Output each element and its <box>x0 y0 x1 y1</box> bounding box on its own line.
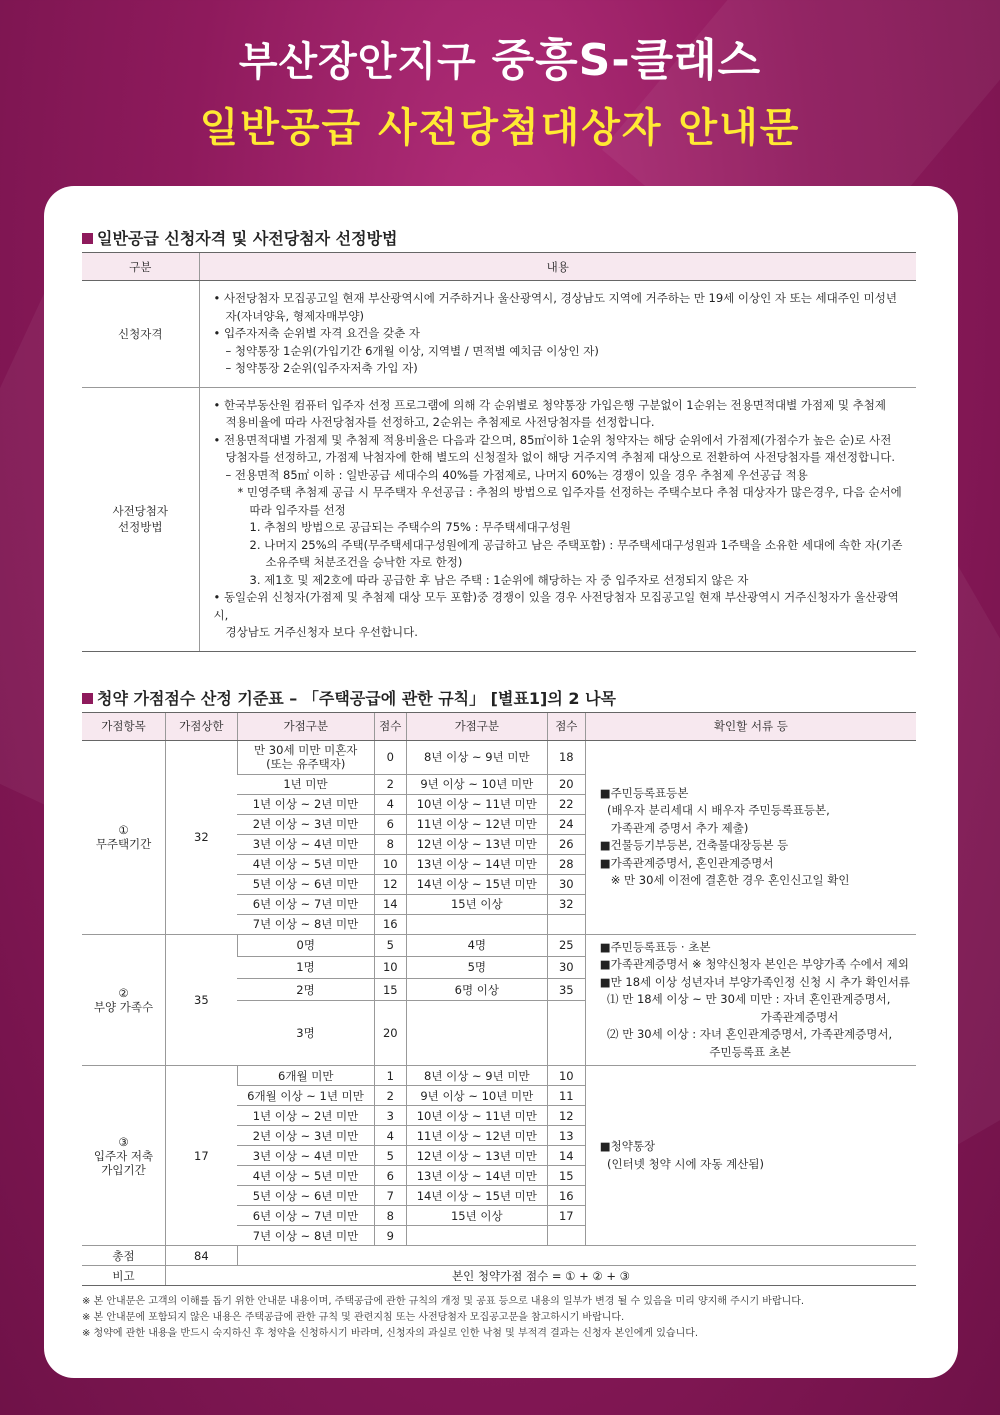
criteria-right: 14년 이상 ~ 15년 미만 <box>406 1186 547 1206</box>
criteria-right: 15년 이상 <box>406 1206 547 1226</box>
score-left: 5 <box>374 934 406 956</box>
document-line: 가족관계증명서 <box>599 1009 839 1024</box>
score-right: 30 <box>547 874 585 894</box>
page-header <box>0 36 1000 153</box>
criteria-right: 11년 이상 ~ 12년 미만 <box>406 1126 547 1146</box>
criteria-left: 만 30세 미만 미혼자 (또는 유주택자) <box>237 740 374 774</box>
content-panel <box>44 186 958 1378</box>
score-right <box>547 914 585 934</box>
row-label: 신청자격 <box>82 281 199 388</box>
score-left: 4 <box>374 794 406 814</box>
score-right: 12 <box>547 1106 585 1126</box>
criteria-right: 5명 <box>406 956 547 978</box>
criteria-left: 6개월 이상 ~ 1년 미만 <box>237 1086 374 1106</box>
document-line: ■주민등록표등본 <box>599 785 689 800</box>
score-left: 4 <box>374 1126 406 1146</box>
criteria-left: 4년 이상 ~ 5년 미만 <box>237 854 374 874</box>
document-line: ■건물등기부등본, 건축물대장등본 등 <box>599 838 789 852</box>
score-left: 8 <box>374 834 406 854</box>
square-bullet-icon <box>82 233 93 244</box>
document-line: ■주민등록표등 · 초본 <box>599 939 711 954</box>
col-header-criteria-right: 가점구분 <box>406 712 547 740</box>
content-line: – 청약통장 2순위(입주자저축 가입 자) <box>225 361 418 375</box>
content-line: • 사전당첨자 모집공고일 현재 부산광역시에 거주하거나 울산광역시, 경상남도 지역에 거주하는 만 19세 이상인 자 또는 세대주인 미성년 <box>213 291 897 305</box>
criteria-left: 3년 이상 ~ 4년 미만 <box>237 1146 374 1166</box>
content-line: 적용비율에 따라 사전당첨자를 선정하고, 2순위는 추첨제로 사전당첨자를 선정합니다. <box>225 415 655 429</box>
score-item: ② 부양 가족수 <box>82 934 166 1066</box>
total-value: 84 <box>166 1246 238 1266</box>
title-location: 부산장안지구 <box>238 39 477 85</box>
note-label: 비고 <box>82 1266 166 1286</box>
col-header-max: 가점상한 <box>166 712 238 740</box>
content-line: • 전용면적대별 가점제 및 추첨제 적용비율은 다음과 같으며, 85㎡이하 1순위 청약자는 해당 순위에서 가점제(가점수가 높은 순)로 사전 <box>213 432 892 447</box>
score-left: 16 <box>374 914 406 934</box>
score-right: 25 <box>547 934 585 956</box>
eligibility-table <box>82 252 916 652</box>
criteria-right: 12년 이상 ~ 13년 미만 <box>406 1146 547 1166</box>
score-left: 7 <box>374 1186 406 1206</box>
document-line: 가족관계 증명서 추가 제출) <box>599 820 749 835</box>
criteria-right <box>406 1001 547 1066</box>
document-line: (배우자 분리세대 시 배우자 주민등록표등본, <box>599 803 830 817</box>
content-line: – 전용면적 85㎡ 이하 : 일반공급 세대수의 40%를 가점제로, 나머지 60%는 경쟁이 있을 경우 추첨제 우선공급 적용 <box>225 467 808 482</box>
criteria-right: 8년 이상 ~ 9년 미만 <box>406 1066 547 1086</box>
col-header-documents: 확인할 서류 등 <box>585 712 916 740</box>
document-line: ■만 18세 이상 성년자녀 부양가족인정 신청 시 추가 확인서류 <box>599 974 910 989</box>
criteria-right: 15년 이상 <box>406 894 547 914</box>
score-right: 14 <box>547 1146 585 1166</box>
score-left: 6 <box>374 814 406 834</box>
document-line: ■가족관계증명서 ※ 청약신청자 본인은 부양가족 수에서 제외 <box>599 957 909 971</box>
content-line: 1. 추첨의 방법으로 공급되는 주택수의 75% : 무주택세대구성원 <box>249 520 572 534</box>
total-empty <box>237 1246 916 1266</box>
content-line: – 청약통장 1순위(가입기간 6개월 이상, 지역별 / 면적별 예치금 이상인 자) <box>225 343 599 358</box>
score-right: 10 <box>547 1066 585 1086</box>
note-value: 본인 청약가점 점수 = ① + ② + ③ <box>166 1266 916 1286</box>
footnotes <box>82 1294 916 1342</box>
table-row <box>82 387 916 651</box>
score-right: 22 <box>547 794 585 814</box>
content-line: 자(자녀양육, 형제자매부양) <box>225 308 364 323</box>
criteria-left: 4년 이상 ~ 5년 미만 <box>237 1166 374 1186</box>
required-documents <box>585 740 916 934</box>
section1-title: 일반공급 신청자격 및 사전당첨자 선정방법 <box>82 226 916 252</box>
note-row <box>82 1266 916 1286</box>
criteria-left: 2년 이상 ~ 3년 미만 <box>237 1126 374 1146</box>
score-left: 9 <box>374 1226 406 1246</box>
criteria-left: 3명 <box>237 1001 374 1066</box>
footnote: ※ 청약에 관한 내용을 반드시 숙지하신 후 청약을 신청하시기 바라며, 신청자의 과실로 인한 낙첨 및 부적격 결과는 신청자 본인에게 있습니다. <box>82 1328 699 1339</box>
page-title <box>0 36 1000 87</box>
criteria-left: 6년 이상 ~ 7년 미만 <box>237 894 374 914</box>
criteria-right: 13년 이상 ~ 14년 미만 <box>406 854 547 874</box>
footnote: ※ 본 안내문에 포함되지 않은 내용은 주택공급에 관한 규칙 및 관련지침 또는 사전당첨자 모집공고문을 참고하시기 바랍니다. <box>82 1312 625 1323</box>
title-brand: 중흥S-클래스 <box>491 35 762 86</box>
score-right: 11 <box>547 1086 585 1106</box>
content-line: 당첨자를 선정하고, 가점제 낙첨자에 한해 별도의 신청절차 없이 해당 거주지역 추첨제 대상으로 전환하여 사전당첨자를 재선정합니다. <box>225 450 895 464</box>
score-right: 17 <box>547 1206 585 1226</box>
criteria-left: 5년 이상 ~ 6년 미만 <box>237 874 374 894</box>
criteria-left: 7년 이상 ~ 8년 미만 <box>237 914 374 934</box>
col-header-category: 구분 <box>82 253 199 281</box>
content-line: • 입주자저축 순위별 자격 요건을 갖춘 자 <box>213 326 420 340</box>
criteria-right <box>406 1226 547 1246</box>
criteria-left: 6개월 미만 <box>237 1066 374 1086</box>
document-line: (인터넷 청약 시에 자동 계산됨) <box>599 1156 764 1171</box>
table-row <box>82 281 916 388</box>
document-line: 주민등록표 초본 <box>599 1044 791 1059</box>
score-max: 35 <box>166 934 238 1066</box>
score-left: 3 <box>374 1106 406 1126</box>
row-content <box>199 281 916 388</box>
score-right: 32 <box>547 894 585 914</box>
criteria-right: 9년 이상 ~ 10년 미만 <box>406 1086 547 1106</box>
score-right: 16 <box>547 1186 585 1206</box>
score-max: 32 <box>166 740 238 934</box>
score-left: 10 <box>374 854 406 874</box>
score-row <box>82 740 916 774</box>
footnote: ※ 본 안내문은 고객의 이해를 돕기 위한 안내문 내용이며, 주택공급에 관한 규칙의 개정 및 공표 등으로 내용의 일부가 변경 될 수 있음을 미리 양지해 주시기 바랍니다. <box>82 1296 805 1307</box>
col-header-score-right: 점수 <box>547 712 585 740</box>
content-line: 경상남도 거주신청자 보다 우선합니다. <box>225 625 418 639</box>
score-left: 2 <box>374 1086 406 1106</box>
criteria-left: 3년 이상 ~ 4년 미만 <box>237 834 374 854</box>
score-left: 0 <box>374 740 406 774</box>
score-right: 26 <box>547 834 585 854</box>
col-header-score-left: 점수 <box>374 712 406 740</box>
score-right: 30 <box>547 956 585 978</box>
document-line: ■가족관계증명서, 혼인관계증명서 <box>599 855 774 870</box>
score-right <box>547 1001 585 1066</box>
score-item: ① 무주택기간 <box>82 740 166 934</box>
score-left: 12 <box>374 874 406 894</box>
score-right: 24 <box>547 814 585 834</box>
row-content <box>199 387 916 651</box>
score-item: ③ 입주자 저축 가입기간 <box>82 1066 166 1246</box>
page-subtitle: 일반공급 사전당첨대상자 안내문 <box>199 105 801 151</box>
criteria-right <box>406 914 547 934</box>
content-line: 따라 입주자를 선정 <box>249 502 346 517</box>
total-row <box>82 1246 916 1266</box>
content-line: 소유주택 처분조건을 승낙한 자로 한정) <box>265 555 463 569</box>
score-max: 17 <box>166 1066 238 1246</box>
score-left: 2 <box>374 774 406 794</box>
score-table <box>82 712 916 1287</box>
score-right: 18 <box>547 740 585 774</box>
square-bullet-icon <box>82 693 93 704</box>
criteria-right: 10년 이상 ~ 11년 미만 <box>406 1106 547 1126</box>
criteria-right: 9년 이상 ~ 10년 미만 <box>406 774 547 794</box>
score-left: 20 <box>374 1001 406 1066</box>
criteria-left: 2명 <box>237 979 374 1001</box>
score-row <box>82 934 916 956</box>
criteria-left: 0명 <box>237 934 374 956</box>
content-line: 2. 나머지 25%의 주택(무주택세대구성원에게 공급하고 남은 주택포함) : 무주택세대구성원과 1주택을 소유한 세대에 속한 자(기존 <box>249 537 903 552</box>
criteria-left: 1년 이상 ~ 2년 미만 <box>237 794 374 814</box>
total-label: 총점 <box>82 1246 166 1266</box>
criteria-left: 1년 미만 <box>237 774 374 794</box>
document-line: ■청약통장 <box>599 1139 656 1153</box>
score-left: 5 <box>374 1146 406 1166</box>
criteria-left: 1년 이상 ~ 2년 미만 <box>237 1106 374 1126</box>
score-right: 13 <box>547 1126 585 1146</box>
document-line: ※ 만 30세 이전에 결혼한 경우 혼인신고일 확인 <box>599 873 850 887</box>
score-left: 14 <box>374 894 406 914</box>
content-line: • 동일순위 신청자(가점제 및 추첨제 대상 모두 포함)중 경쟁이 있을 경우 사전당첨자 모집공고일 현재 부산광역시 거주신청자가 울산광역시, <box>213 590 899 622</box>
criteria-left: 7년 이상 ~ 8년 미만 <box>237 1226 374 1246</box>
criteria-left: 5년 이상 ~ 6년 미만 <box>237 1186 374 1206</box>
col-header-item: 가점항목 <box>82 712 166 740</box>
score-right: 35 <box>547 979 585 1001</box>
row-label: 사전당첨자 선정방법 <box>82 387 199 651</box>
score-right: 28 <box>547 854 585 874</box>
col-header-criteria-left: 가점구분 <box>237 712 374 740</box>
content-line: * 민영주택 추첨제 공급 시 무주택자 우선공급 : 추첨의 방법으로 입주자를 선정하는 주택수보다 추첨 대상자가 많은경우, 다음 순서에 <box>237 485 902 499</box>
score-right <box>547 1226 585 1246</box>
score-left: 6 <box>374 1166 406 1186</box>
document-line: ⑵ 만 30세 이상 : 자녀 혼인관계증명서, 가족관계증명서, <box>599 1027 893 1041</box>
criteria-left: 1명 <box>237 956 374 978</box>
required-documents <box>585 934 916 1066</box>
score-left: 8 <box>374 1206 406 1226</box>
criteria-right: 8년 이상 ~ 9년 미만 <box>406 740 547 774</box>
criteria-right: 4명 <box>406 934 547 956</box>
score-left: 1 <box>374 1066 406 1086</box>
score-left: 10 <box>374 956 406 978</box>
required-documents <box>585 1066 916 1246</box>
criteria-right: 11년 이상 ~ 12년 미만 <box>406 814 547 834</box>
score-right: 20 <box>547 774 585 794</box>
criteria-right: 6명 이상 <box>406 979 547 1001</box>
score-right: 15 <box>547 1166 585 1186</box>
criteria-right: 13년 이상 ~ 14년 미만 <box>406 1166 547 1186</box>
document-line: ⑴ 만 18세 이상 ~ 만 30세 미만 : 자녀 혼인관계증명서, <box>599 992 891 1006</box>
criteria-left: 6년 이상 ~ 7년 미만 <box>237 1206 374 1226</box>
content-line: 3. 제1호 및 제2호에 따라 공급한 후 남은 주택 : 1순위에 해당하는 자 중 입주자로 선정되지 않은 자 <box>249 572 749 587</box>
criteria-right: 10년 이상 ~ 11년 미만 <box>406 794 547 814</box>
col-header-content: 내용 <box>199 253 916 281</box>
criteria-right: 14년 이상 ~ 15년 미만 <box>406 874 547 894</box>
criteria-right: 12년 이상 ~ 13년 미만 <box>406 834 547 854</box>
criteria-left: 2년 이상 ~ 3년 미만 <box>237 814 374 834</box>
section2-title: 청약 가점점수 산정 기준표 – 「주택공급에 관한 규칙」 [별표1]의 2 나목 <box>82 686 916 712</box>
score-left: 15 <box>374 979 406 1001</box>
content-line: • 한국부동산원 컴퓨터 입주자 선정 프로그램에 의해 각 순위별로 청약통장 가입은행 구분없이 1순위는 전용면적대별 가점제 및 추첨제 <box>213 397 886 412</box>
score-row <box>82 1066 916 1086</box>
